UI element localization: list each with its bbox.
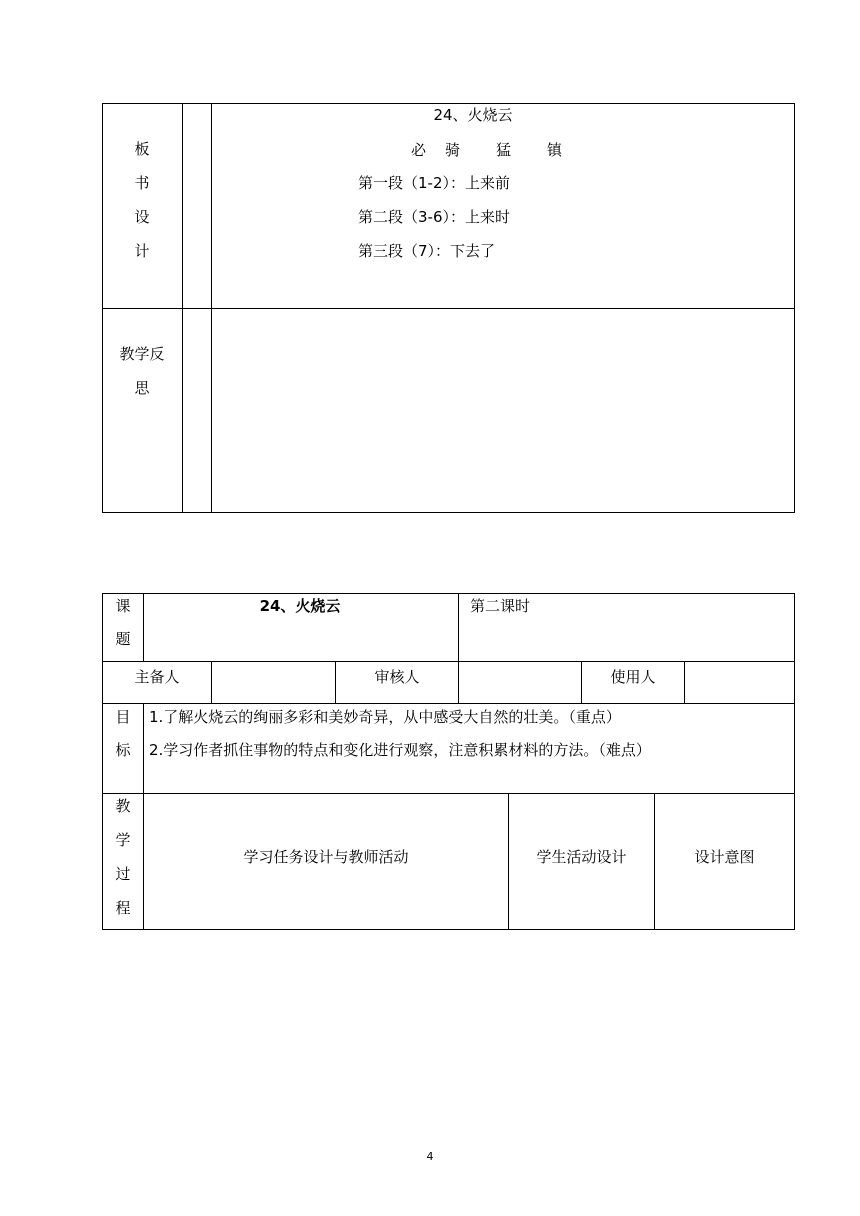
board-label-char: 设 [134, 208, 150, 226]
reflection-label: 教学反 [119, 345, 165, 363]
lesson-period: 第二课时 [470, 597, 531, 615]
board-label-char: 书 [134, 174, 150, 192]
goal-item: 1.了解火烧云的绚丽多彩和美妙奇异，从中感受大自然的壮美。（重点） [149, 708, 621, 726]
process-label-char: 程 [115, 899, 131, 917]
column-header-design-intent: 设计意图 [694, 848, 755, 866]
lesson-topic: 24、火烧云 [259, 597, 341, 615]
preparer-label: 主备人 [134, 668, 180, 686]
board-line: 第一段（1-2）：上来前 [358, 174, 511, 192]
goal-label: 标 [115, 741, 131, 759]
process-label-char: 教 [115, 797, 131, 815]
process-label-char: 学 [115, 831, 131, 849]
board-line: 第二段（3-6）：上来时 [358, 208, 511, 226]
user-label: 使用人 [610, 668, 656, 686]
reflection-label: 思 [134, 379, 150, 397]
board-label-char: 板 [134, 140, 150, 158]
board-title: 24、火烧云 [433, 106, 513, 124]
goal-item: 2.学习作者抓住事物的特点和变化进行观察，注意积累材料的方法。（难点） [149, 741, 651, 759]
board-keywords: 必 骑 猛 镇 [411, 141, 565, 159]
process-label-char: 过 [115, 865, 131, 883]
topic-label: 题 [115, 630, 131, 648]
board-line: 第三段（7）：下去了 [358, 242, 496, 260]
column-header-student-activity: 学生活动设计 [536, 848, 627, 866]
page-number: 4 [426, 1150, 434, 1163]
board-label-char: 计 [134, 242, 150, 260]
column-header-teacher-activity: 学习任务设计与教师活动 [243, 848, 409, 866]
topic-label: 课 [115, 597, 131, 615]
reviewer-label: 审核人 [374, 668, 420, 686]
goal-label: 目 [115, 708, 131, 726]
